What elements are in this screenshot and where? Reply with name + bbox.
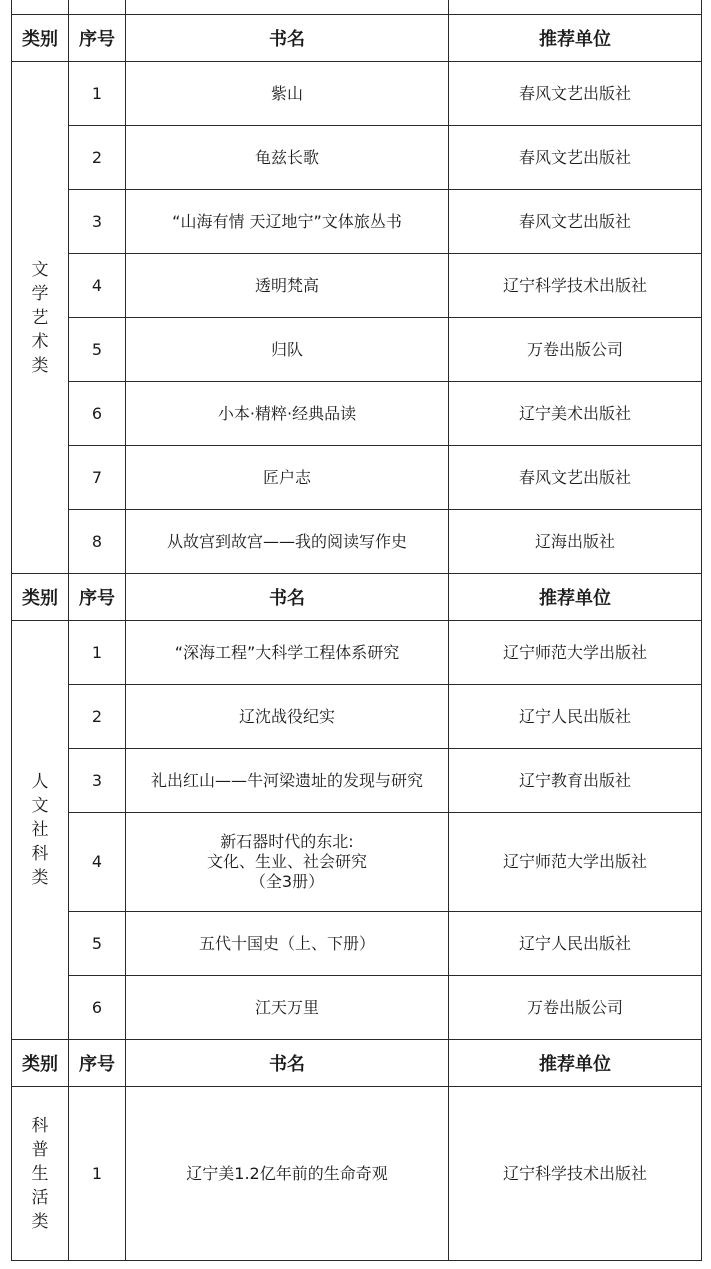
book-title: “山海有情 天辽地宁”文体旅丛书 — [126, 190, 449, 254]
publisher: 辽宁人民出版社 — [449, 685, 702, 749]
table-row — [12, 254, 702, 318]
table-row — [12, 190, 702, 254]
table-row — [12, 382, 702, 446]
table-row — [12, 446, 702, 510]
category-label: 科普生活类 — [31, 1115, 49, 1232]
column-header-category: 类别 — [12, 1040, 69, 1087]
book-title: 新石器时代的东北: 文化、生业、社会研究 （全3册） — [126, 813, 449, 912]
column-header-publisher: 推荐单位 — [449, 1040, 702, 1087]
column-header-title: 书名 — [126, 574, 449, 621]
book-title: 透明梵高 — [126, 254, 449, 318]
table-row — [12, 813, 702, 912]
table-row — [12, 510, 702, 574]
publisher: 万卷出版公司 — [449, 976, 702, 1040]
publisher: 辽宁科学技术出版社 — [449, 1087, 702, 1261]
row-number: 2 — [69, 126, 126, 190]
row-number: 1 — [69, 62, 126, 126]
book-title: 辽宁美1.2亿年前的生命奇观 — [126, 1087, 449, 1261]
row-number: 4 — [69, 813, 126, 912]
book-title: 归队 — [126, 318, 449, 382]
book-title: 紫山 — [126, 62, 449, 126]
publisher: 辽宁科学技术出版社 — [449, 254, 702, 318]
book-title: 礼出红山——牛河梁遗址的发现与研究 — [126, 749, 449, 813]
publisher: 辽海出版社 — [449, 510, 702, 574]
table-row — [12, 126, 702, 190]
header-row — [12, 574, 702, 621]
column-header-number: 序号 — [69, 1040, 126, 1087]
column-header-number: 序号 — [69, 15, 126, 62]
header-row — [12, 1040, 702, 1087]
publisher: 辽宁师范大学出版社 — [449, 621, 702, 685]
publisher: 辽宁教育出版社 — [449, 749, 702, 813]
table-row — [12, 318, 702, 382]
publisher: 万卷出版公司 — [449, 318, 702, 382]
category-cell — [12, 1087, 69, 1261]
publisher: 辽宁人民出版社 — [449, 912, 702, 976]
column-header-number: 序号 — [69, 574, 126, 621]
category-label: 人文社科类 — [31, 772, 49, 888]
column-header-category: 类别 — [12, 15, 69, 62]
publisher: 春风文艺出版社 — [449, 190, 702, 254]
column-header-category: 类别 — [12, 574, 69, 621]
table-row — [12, 685, 702, 749]
book-title: 辽沈战役纪实 — [126, 685, 449, 749]
book-title: “深海工程”大科学工程体系研究 — [126, 621, 449, 685]
column-header-publisher: 推荐单位 — [449, 574, 702, 621]
row-number: 1 — [69, 621, 126, 685]
column-header-title: 书名 — [126, 1040, 449, 1087]
book-title: 龟兹长歌 — [126, 126, 449, 190]
publisher: 春风文艺出版社 — [449, 446, 702, 510]
row-number: 2 — [69, 685, 126, 749]
table-row — [12, 62, 702, 126]
book-title: 从故宫到故宫——我的阅读写作史 — [126, 510, 449, 574]
category-cell — [12, 621, 69, 1040]
book-recommendation-table — [11, 0, 702, 1261]
table-row — [12, 749, 702, 813]
row-number: 3 — [69, 749, 126, 813]
table-row — [12, 621, 702, 685]
column-header-title: 书名 — [126, 15, 449, 62]
cut-off-top-row — [12, 0, 702, 15]
publisher: 春风文艺出版社 — [449, 126, 702, 190]
category-cell — [12, 62, 69, 574]
publisher: 春风文艺出版社 — [449, 62, 702, 126]
header-row — [12, 15, 702, 62]
table-row — [12, 976, 702, 1040]
row-number: 5 — [69, 318, 126, 382]
column-header-publisher: 推荐单位 — [449, 15, 702, 62]
table-body — [12, 0, 702, 1261]
row-number: 6 — [69, 382, 126, 446]
row-number: 4 — [69, 254, 126, 318]
row-number: 1 — [69, 1087, 126, 1261]
row-number: 7 — [69, 446, 126, 510]
table-row — [12, 912, 702, 976]
table-row — [12, 1087, 702, 1261]
publisher: 辽宁师范大学出版社 — [449, 813, 702, 912]
row-number: 6 — [69, 976, 126, 1040]
row-number: 3 — [69, 190, 126, 254]
category-label: 文学艺术类 — [31, 259, 49, 376]
row-number: 8 — [69, 510, 126, 574]
book-title: 五代十国史（上、下册） — [126, 912, 449, 976]
book-title: 小本·精粹·经典品读 — [126, 382, 449, 446]
row-number: 5 — [69, 912, 126, 976]
book-title: 匠户志 — [126, 446, 449, 510]
book-title: 江天万里 — [126, 976, 449, 1040]
publisher: 辽宁美术出版社 — [449, 382, 702, 446]
